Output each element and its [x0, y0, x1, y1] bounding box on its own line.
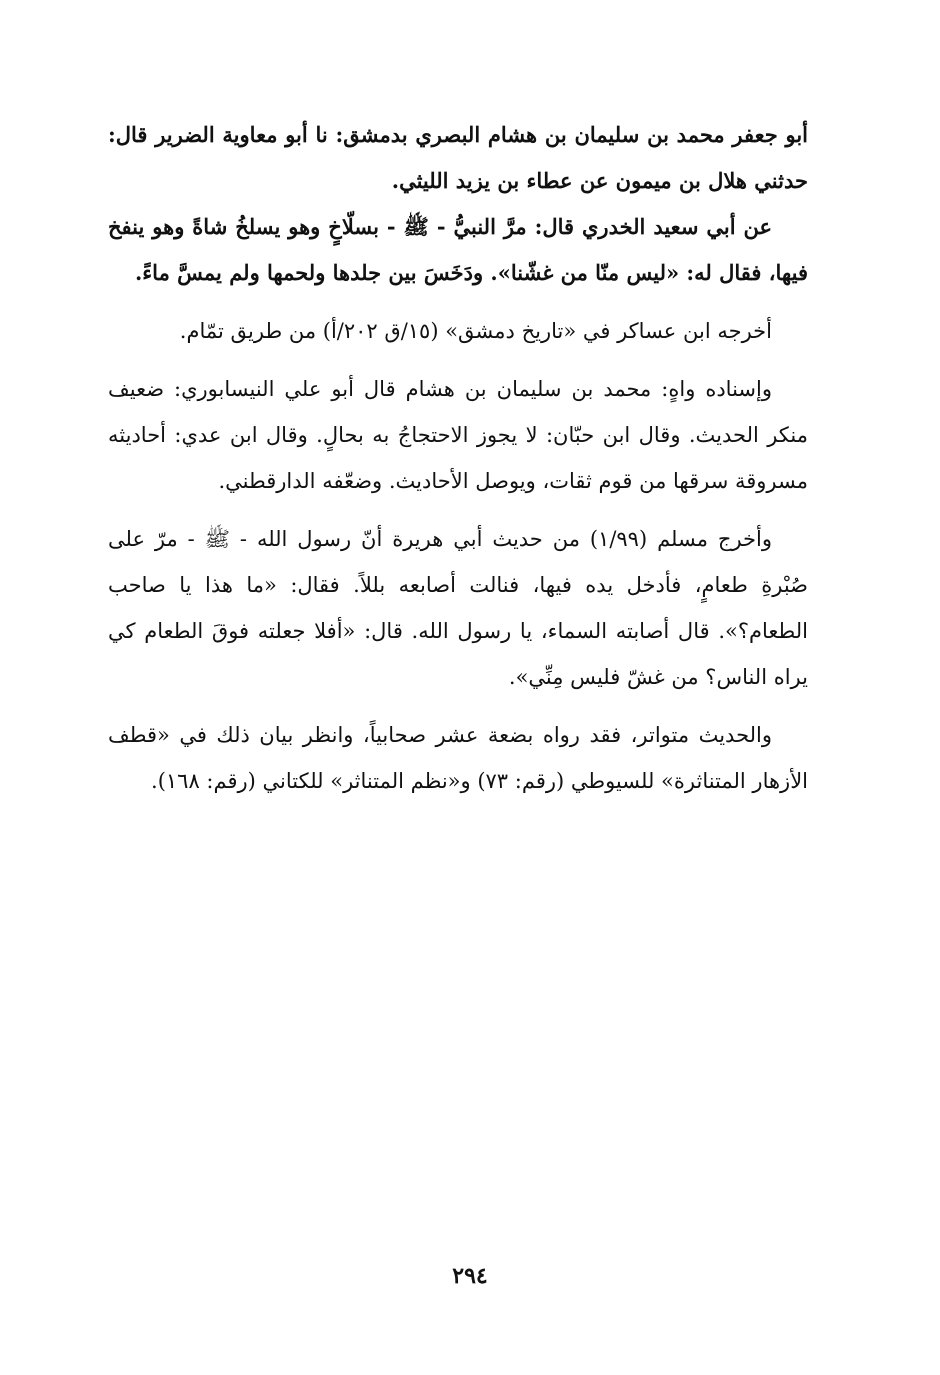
page-number: ٢٩٤	[452, 1263, 488, 1289]
paragraph-isnad-grade: وإسناده واهٍ: محمد بن سليمان بن هشام قال أبو علي النيسابوري: ضعيف منكر الحديث. وقال ابن حبّان: لا يجوز الاحتجاجُ به بحالٍ. وقال ابن عدي: أحاديثه مسروقة سرقها من قوم ثقات، ويوصل الأحاديث. وضعّفه الدارقطني.	[108, 377, 808, 493]
paragraph-hadith-matn: عن أبي سعيد الخدري قال: مرَّ النبيُّ - ﷺ - بسلّاخٍ وهو يسلخُ شاةً وهو ينفخ فيها، فقال له: «ليس منّا من غشّنا». ودَخَسَ بين جلدها ولحمها ولم يمسَّ ماءً.	[108, 214, 808, 285]
main-text-block	[108, 112, 808, 804]
paragraph-takhrij: أخرجه ابن عساكر في «تاريخ دمشق» (١٥/ق ٢٠٢/أ) من طريق تمّام.	[179, 319, 772, 343]
paragraph-mutawatir: والحديث متواتر، فقد رواه بضعة عشر صحابياً، وانظر بيان ذلك في «قطف الأزهار المتناثرة» للسيوطي (رقم: ٧٣) و«نظم المتناثر» للكتاني (رقم: ١٦٨).	[108, 723, 808, 793]
paragraph-muslim-narration: وأخرج مسلم (١/٩٩) من حديث أبي هريرة أنّ رسول الله - ﷺ - مرّ على صُبْرةِ طعامٍ، فأدخل يده فيها، فنالت أصابعه بللاً. فقال: «ما هذا يا صاحب الطعام؟». قال أصابته السماء، يا رسول الله. قال: «أفلا جعلته فوقَ الطعام كي يراه الناس؟ من غشّ فليس مِنِّي».	[108, 527, 808, 689]
paragraph-isnad: أبو جعفر محمد بن سليمان بن هشام البصري بدمشق: نا أبو معاوية الضرير قال: حدثني هلال بن ميمون عن عطاء بن يزيد الليثي.	[108, 122, 808, 193]
